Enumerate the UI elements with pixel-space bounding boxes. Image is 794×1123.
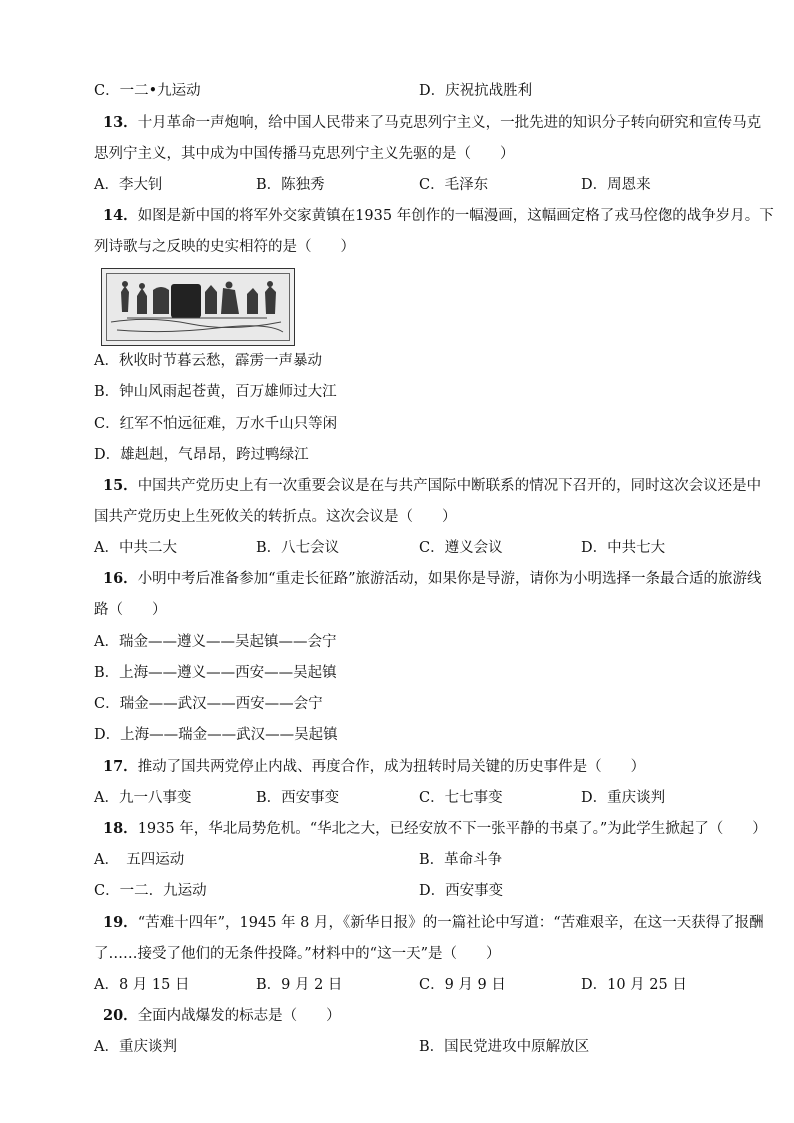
- q18-text1: 1935 年，华北局势危机。“华北之大，已经安放不下一张平静的书桌了。”为此学生掀起了（ ）: [137, 821, 767, 837]
- q17-number: 17．: [103, 758, 138, 775]
- q16-option-c: C．瑞金——武汉——西安——会宁: [94, 696, 323, 712]
- q19-option-a: A．8 月 15 日: [94, 977, 190, 993]
- q14-stem-line1: [103, 206, 774, 226]
- q14-option-d: D．雄赳赳，气昂昂，跨过鸭绿江: [94, 447, 309, 463]
- q13-text1: 十月革命一声炮响，给中国人民带来了马克思列宁主义，一批先进的知识分子转向研究和宣传马克: [137, 115, 762, 131]
- q14-number: 14．: [103, 207, 138, 224]
- cartoon-image: [101, 268, 295, 346]
- q17-option-a: A．九一八事变: [94, 790, 192, 806]
- q18-option-a: A． 五四运动: [94, 852, 185, 868]
- q15-option-a: A．中共二大: [94, 540, 177, 556]
- q20-stem-line1: [103, 1006, 341, 1026]
- q13-option-a: A．李大钊: [94, 177, 163, 193]
- q17-option-c: C．七七事变: [419, 790, 503, 806]
- q20-option-a: A．重庆谈判: [94, 1039, 177, 1055]
- q17-option-b: B．西安事变: [256, 790, 340, 806]
- q14-text1: 如图是新中国的将军外交家黄镇在1935 年创作的一幅漫画，这幅画定格了戎马倥偬的战争岁月。下: [137, 208, 774, 224]
- q15-text1: 中国共产党历史上有一次重要会议是在与共产国际中断联系的情况下召开的，同时这次会议还是中: [137, 478, 762, 494]
- q17-stem-line1: [103, 757, 645, 777]
- q19-number: 19．: [103, 914, 138, 931]
- q14-option-a: A．秋收时节暮云愁，霹雳一声暴动: [94, 353, 322, 369]
- q15-number: 15．: [103, 477, 138, 494]
- q16-stem-line2: 路（ ）: [94, 602, 167, 618]
- q15-option-b: B．八七会议: [256, 540, 340, 556]
- q16-text1: 小明中考后准备参加“重走长征路”旅游活动，如果你是导游，请你为小明选择一条最合适的旅游线: [137, 571, 762, 587]
- q19-stem-line1: [103, 913, 764, 933]
- q16-number: 16．: [103, 570, 138, 587]
- q18-number: 18．: [103, 820, 138, 837]
- q14-option-b: B．钟山风雨起苍黄，百万雄师过大江: [94, 384, 337, 400]
- q20-text1: 全面内战爆发的标志是（ ）: [137, 1008, 341, 1024]
- q13-stem-line1: [103, 113, 761, 133]
- q18-stem-line1: [103, 819, 767, 839]
- q12-option-c: C．一二•九运动: [94, 83, 201, 99]
- q19-option-b: B．9 月 2 日: [256, 977, 343, 993]
- q15-stem-line2: 国共产党历史上生死攸关的转折点。这次会议是（ ）: [94, 509, 457, 525]
- q16-option-a: A．瑞金——遵义——吴起镇——会宁: [94, 634, 337, 650]
- q19-text1: “苦难十四年”，1945 年 8 月，《新华日报》的一篇社论中写道：“苦难艰辛，在这一天获得了报酬: [137, 915, 764, 931]
- q15-option-d: D．中共七大: [581, 540, 666, 556]
- cartoon-frame: [106, 273, 290, 341]
- q18-option-c: C．一二．九运动: [94, 883, 207, 899]
- q13-number: 13．: [103, 114, 138, 131]
- q13-option-d: D．周恩来: [581, 177, 651, 193]
- q13-option-c: C．毛泽东: [419, 177, 489, 193]
- cartoon-sketch: [107, 274, 289, 340]
- q16-option-b: B．上海——遵义——西安——吴起镇: [94, 665, 337, 681]
- q19-option-c: C．9 月 9 日: [419, 977, 506, 993]
- q20-number: 20．: [103, 1007, 138, 1024]
- q14-option-c: C．红军不怕远征难，万水千山只等闲: [94, 416, 338, 432]
- q14-stem-line2: 列诗歌与之反映的史实相符的是（ ）: [94, 239, 355, 255]
- q19-stem-line2: 了……接受了他们的无条件投降。”材料中的“这一天”是（ ）: [94, 946, 501, 962]
- q12-option-d: D．庆祝抗战胜利: [419, 83, 533, 99]
- q17-option-d: D．重庆谈判: [581, 790, 666, 806]
- q15-stem-line1: [103, 476, 761, 496]
- q16-option-d: D．上海——瑞金——武汉——吴起镇: [94, 727, 338, 743]
- q18-option-b: B．革命斗争: [419, 852, 503, 868]
- q19-option-d: D．10 月 25 日: [581, 977, 687, 993]
- q15-option-c: C．遵义会议: [419, 540, 503, 556]
- q13-stem-line2: 思列宁主义，其中成为中国传播马克思列宁主义先驱的是（ ）: [94, 146, 515, 162]
- q20-option-b: B．国民党进攻中原解放区: [419, 1039, 590, 1055]
- q18-option-d: D．西安事变: [419, 883, 504, 899]
- q17-text1: 推动了国共两党停止内战、再度合作，成为扭转时局关键的历史事件是（ ）: [137, 759, 646, 775]
- q16-stem-line1: [103, 569, 762, 589]
- q13-option-b: B．陈独秀: [256, 177, 325, 193]
